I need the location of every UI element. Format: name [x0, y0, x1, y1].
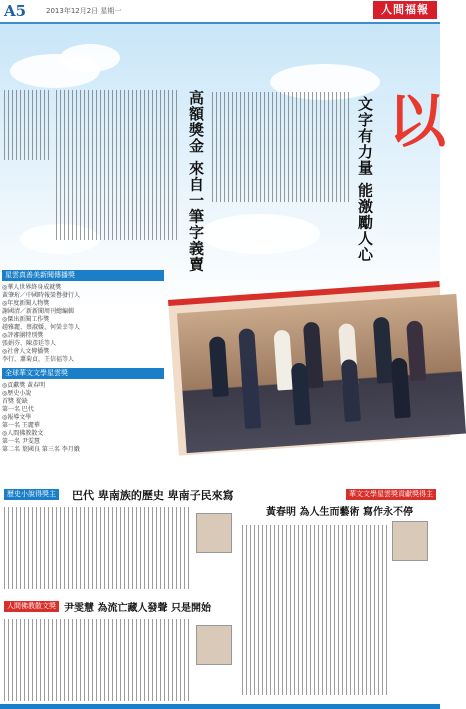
feature-headline-a: 文字有力量 能激勵人心 [356, 96, 374, 263]
newspaper-logo: 人間福報 [373, 1, 437, 19]
page-header [0, 0, 440, 24]
person-figure [241, 368, 261, 429]
box1-headline: 巴代 卑南族的歷史 卑南子民來寫 [72, 489, 234, 502]
award-line: ◎歷史小說 [2, 390, 32, 397]
lower-articles [0, 485, 440, 709]
award-line: 張娟芬、陳彥廷等人 [2, 340, 57, 347]
feature-headline-b: 高額獎金 來自一筆字義賣 [187, 90, 205, 273]
award-line: ◎評審團特別獎 [2, 332, 44, 339]
lit-award-heading: 全球華文文學星雲獎 [2, 368, 164, 379]
article-text-columns [212, 92, 350, 202]
box2-label: 華文文學星雲獎貢獻獎得主 [346, 489, 436, 500]
person-figure [406, 320, 426, 381]
star-award-heading: 星雲真善美新聞傳播獎 [2, 270, 164, 281]
box2-text [242, 525, 388, 695]
box1-text [4, 507, 190, 589]
cloud-shape [200, 214, 320, 254]
award-line: 首獎 從缺 [2, 398, 28, 405]
award-line: 第一名 巴代 [2, 406, 34, 413]
award-line: ◎人間佛教散文 [2, 430, 44, 437]
box3-headline: 尹雯慧 為流亡藏人發聲 只是開始 [64, 603, 211, 614]
box3-portrait [196, 625, 232, 665]
award-line: 第一名 尹雯慧 [2, 438, 40, 445]
photo-image [177, 294, 466, 453]
article-text-columns [4, 90, 52, 160]
footer-rule [0, 704, 440, 709]
box1-label: 歷史小說得獎主 [4, 489, 59, 500]
box2-portrait [392, 521, 428, 561]
article-text-columns [56, 90, 180, 240]
person-figure [373, 317, 394, 384]
person-figure [273, 330, 293, 391]
award-line: ◎傑出新聞工作獎 [2, 316, 50, 323]
award-line: ◎年度新聞人物獎 [2, 300, 50, 307]
award-line: ◎社會人文傳播獎 [2, 348, 50, 355]
cloud-shape [60, 44, 120, 72]
award-group-photo [168, 281, 450, 456]
award-line: 趙雅麗、蔡淑媛、何榮幸等人 [2, 324, 81, 331]
person-figure [391, 357, 411, 418]
person-figure [341, 359, 361, 422]
award-line: 黃肇珩／中國時報榮譽發行人 [2, 292, 81, 299]
decorative-headline-char: 以 [387, 87, 446, 155]
box1-portrait [196, 513, 232, 553]
box2-headline: 黃春明 為人生而藝術 寫作永不停 [266, 507, 413, 518]
award-line: 第一名 王麗華 [2, 422, 40, 429]
section-number: A5 [4, 2, 27, 20]
award-line: ◎華人世界終身成就獎 [2, 284, 62, 291]
issue-date: 2013年12月2日 星期一 [46, 7, 122, 15]
person-figure [209, 336, 229, 397]
award-line: 李行、蕭菊貞、王信福等人 [2, 356, 75, 363]
box3-text [4, 619, 190, 701]
award-line: 第二名 葉國良 第三名 李月娥 [2, 446, 80, 453]
award-line: ◎報導文學 [2, 414, 32, 421]
award-line: 謝國清／新新聞周刊總編輯 [2, 308, 75, 315]
award-line: ◎貢獻獎 黃春明 [2, 382, 46, 389]
box3-label: 人間佛教散文獎 [4, 601, 59, 612]
